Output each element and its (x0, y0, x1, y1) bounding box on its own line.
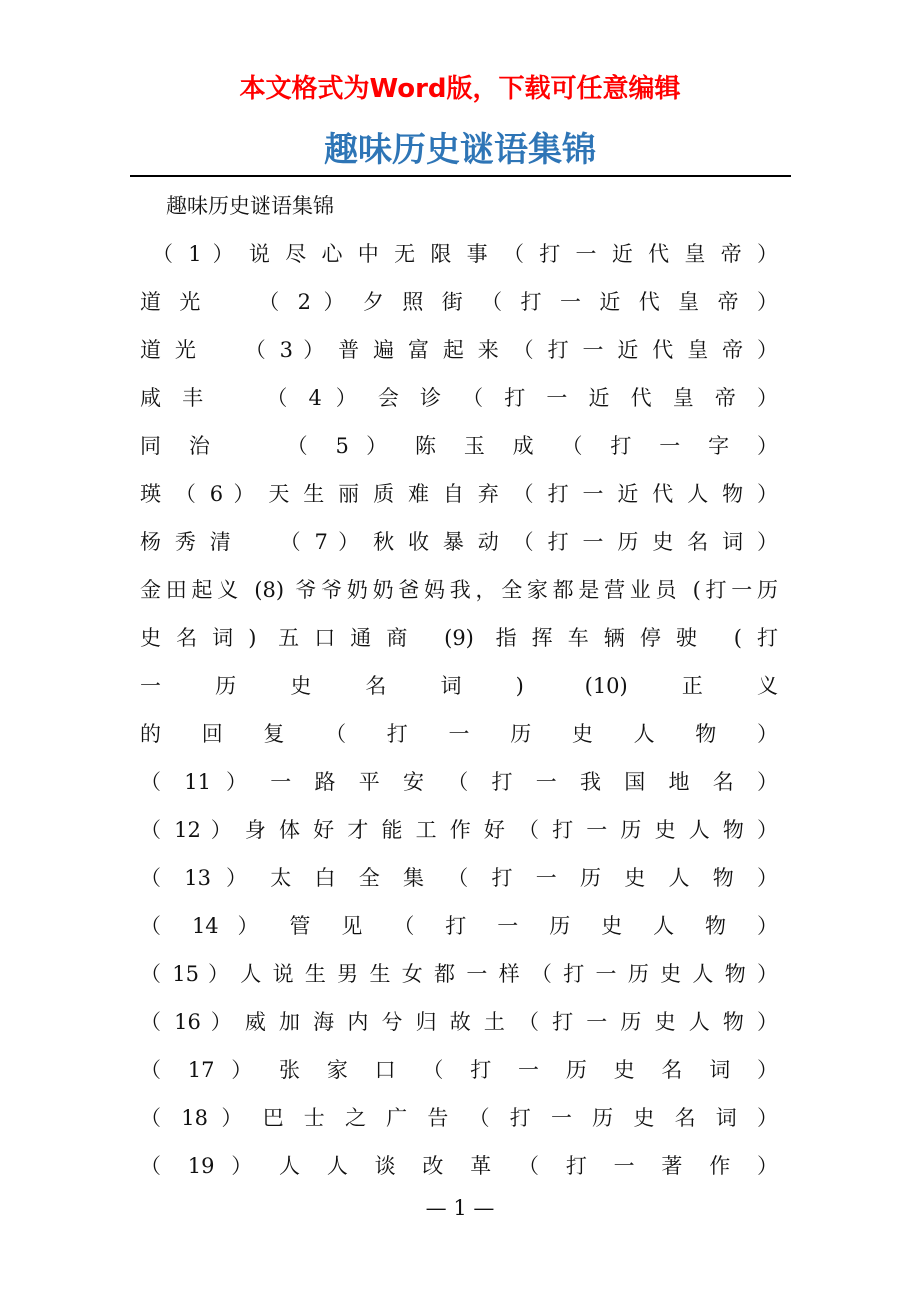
riddle-line: （ 13 ） 太 白 全 集 （ 打 一 历 史 人 物 ） (140, 866, 778, 890)
riddle-line: 的 回 复 （ 打 一 历 史 人 物 ） (140, 722, 778, 746)
riddle-line: 杨 秀 清 （ 7 ） 秋 收 暴 动 （ 打 一 历 史 名 词 ） (140, 530, 778, 554)
riddle-line: 同 治 （ 5 ） 陈 玉 成 （ 打 一 字 ） (140, 434, 778, 458)
riddle-line: （ 19 ） 人 人 谈 改 革 （ 打 一 著 作 ） (140, 1154, 778, 1178)
riddle-line: （ 14 ） 管 见 （ 打 一 历 史 人 物 ） (140, 914, 778, 938)
document-title: 趣味历史谜语集锦 (324, 130, 596, 170)
document-body (140, 186, 778, 1194)
body-heading: 趣味历史谜语集锦 (166, 194, 334, 218)
riddle-line: 金田起义 (8) 爷爷奶奶爸妈我，全家都是营业员 (打一历 (140, 578, 778, 602)
riddle-line: 瑛 （ 6 ） 天 生 丽 质 难 自 弃 （ 打 一 近 代 人 物 ） (140, 482, 778, 506)
download-banner: 本文格式为Word版，下载可任意编辑 (239, 74, 681, 104)
riddle-line: （ 16 ） 威 加 海 内 兮 归 故 土 （ 打 一 历 史 人 物 ） (140, 1010, 778, 1034)
riddle-line: （ 11 ） 一 路 平 安 （ 打 一 我 国 地 名 ） (140, 770, 778, 794)
riddle-line: 道 光 （ 3 ） 普 遍 富 起 来 （ 打 一 近 代 皇 帝 ） (140, 338, 778, 362)
riddle-line: （ 12 ） 身 体 好 才 能 工 作 好 （ 打 一 历 史 人 物 ） (140, 818, 778, 842)
riddle-line: 史名词) 五口通商 (9) 指挥车辆停驶 (打 (140, 626, 778, 650)
riddle-line: 咸 丰 （ 4 ） 会 诊 （ 打 一 近 代 皇 帝 ） (140, 386, 778, 410)
riddle-line: （ 17 ） 张 家 口 （ 打 一 历 史 名 词 ） (140, 1058, 778, 1082)
riddle-line: 一历史名词) (10)正义 (140, 674, 778, 698)
header-divider (130, 175, 791, 177)
riddle-line: 道 光 （ 2 ） 夕 照 街 （ 打 一 近 代 皇 帝 ） (140, 290, 778, 314)
riddle-line: （ 18 ） 巴 士 之 广 告 （ 打 一 历 史 名 词 ） (140, 1106, 778, 1130)
riddle-line: （ 1 ） 说 尽 心 中 无 限 事 （ 打 一 近 代 皇 帝 ） (152, 242, 778, 266)
page-number: — 1 — (425, 1196, 495, 1220)
riddle-line: （ 15 ） 人 说 生 男 生 女 都 一 样 （ 打 一 历 史 人 物 ） (140, 962, 778, 986)
